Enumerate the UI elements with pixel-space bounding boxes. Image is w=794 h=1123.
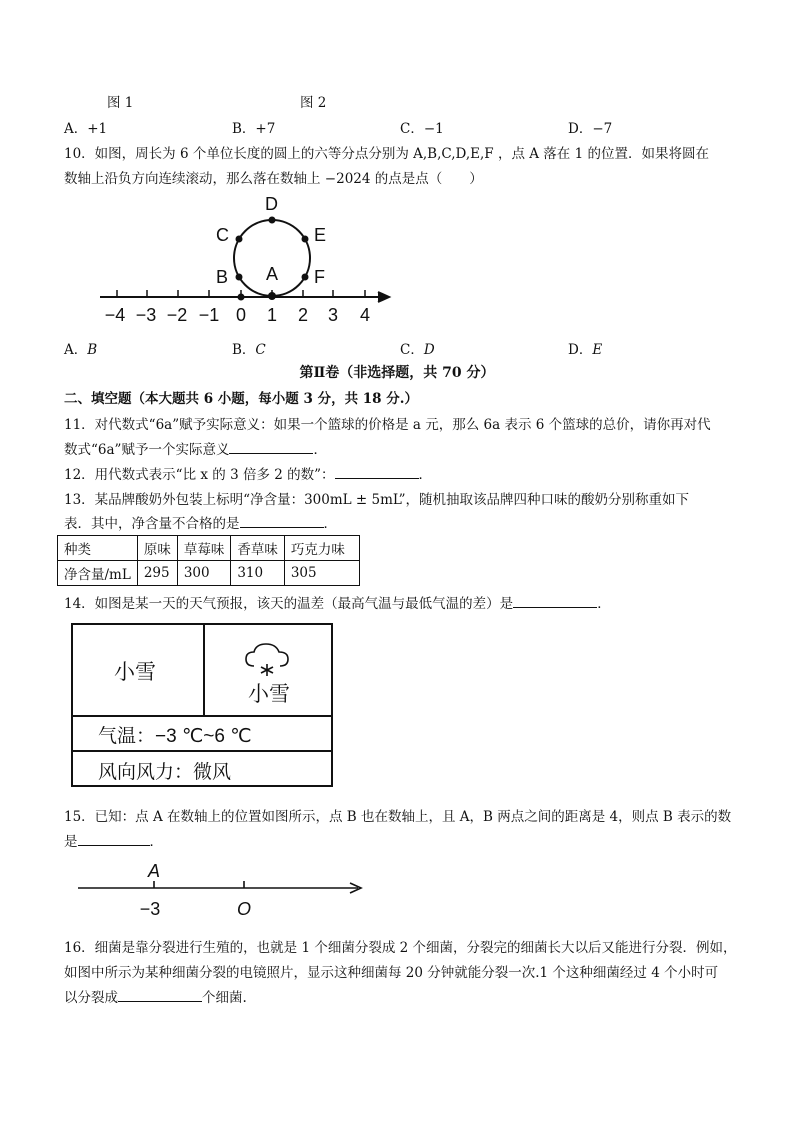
table-row	[58, 561, 360, 586]
table-cell: 310	[231, 561, 285, 586]
tick-label: −2	[166, 305, 188, 325]
q13-text-line2: 表．其中，净含量不合格的是 ．	[64, 512, 337, 532]
table-header-cell: 原味	[137, 536, 177, 561]
q10-text-line2: 数轴上沿负方向连续滚动，那么落在数轴上 −2024 的点是点（ ）	[64, 171, 483, 187]
table-cell: 295	[137, 561, 177, 586]
q10-option-c: C．D	[400, 342, 435, 358]
point-c-dot	[236, 236, 243, 243]
point-a-label: A	[147, 861, 161, 881]
point-b-dot	[236, 274, 243, 281]
q16-text-line1: 16．细菌是靠分裂进行生殖的，也就是 1 个细菌分裂成 2 个细菌，分裂完的细菌长大以后又能进行分裂．例如，	[64, 940, 737, 956]
table-header-cell: 草莓味	[177, 536, 231, 561]
answer-blank[interactable]	[78, 831, 150, 846]
weather-right-label: 小雪	[248, 683, 290, 706]
answer-blank[interactable]	[118, 987, 202, 1002]
point-label-f: F	[314, 267, 325, 287]
q9-option-d: D．−7	[568, 121, 613, 137]
table-header-cell: 巧克力味	[284, 536, 359, 561]
tick-label: −3	[135, 305, 157, 325]
table-cell: 300	[177, 561, 231, 586]
q13-table	[57, 535, 360, 586]
tick-label: 3	[327, 305, 339, 325]
point-label-c: C	[216, 225, 229, 245]
point-a-dot	[268, 292, 276, 300]
q9-option-b: B．+7	[232, 121, 276, 137]
snow-cloud-icon	[246, 644, 288, 676]
point-label-a: A	[266, 264, 279, 284]
tick-label: −1	[198, 305, 220, 325]
q16-text-line3: 以分裂成 个细菌.	[64, 986, 247, 1006]
weather-forecast-figure	[70, 622, 336, 790]
tick-label: 4	[359, 305, 371, 325]
temperature-range: 气温：−3 ℃~6 ℃	[98, 726, 252, 747]
answer-blank[interactable]	[240, 513, 324, 528]
point-label-b: B	[216, 267, 229, 287]
table-header-cell: 香草味	[231, 536, 285, 561]
table-cell: 305	[284, 561, 359, 586]
figure-2-label: 图 2	[300, 95, 327, 111]
q13-text-line1: 13．某品牌酸奶外包装上标明“净含量：300mL ± 5mL”，随机抽取该品牌四种口味的酸奶分别称重如下	[64, 492, 690, 508]
tick-label: 0	[235, 305, 247, 325]
answer-blank[interactable]	[513, 593, 597, 608]
table-cell: 净含量/mL	[58, 561, 138, 586]
q10-option-a: A．B	[64, 342, 98, 358]
origin-label: O	[236, 899, 252, 919]
q14-text: 14．如图是某一天的天气预报，该天的温差（最高气温与最低气温的差）是 ．	[64, 592, 611, 612]
q9-option-c: C．−1	[400, 121, 444, 137]
q15-number-line-figure	[74, 855, 366, 923]
point-f-dot	[302, 274, 309, 281]
q12-text: 12．用代数式表示“比 x 的 3 倍多 2 的数”： ．	[64, 463, 432, 483]
q11-text-line1: 11．对代数式“6a”赋予实际意义：如果一个篮球的价格是 a 元，那么 6a 表示 6 个篮球的总价，请你再对代	[64, 417, 711, 433]
q9-option-a: A．+1	[64, 121, 108, 137]
point-d-dot	[269, 217, 276, 224]
q15-text-line2: 是 ．	[64, 830, 163, 850]
figure-1-label: 图 1	[107, 95, 134, 111]
q10-option-d: D．E	[568, 342, 603, 358]
section-2-heading: 二、填空题（本大题共 6 小题，每小题 3 分，共 18 分.）	[64, 391, 418, 407]
weather-left-label: 小雪	[114, 661, 156, 684]
table-header-row	[58, 536, 360, 561]
table-header-cell: 种类	[58, 536, 138, 561]
wind-info: 风向风力：微风	[98, 762, 232, 783]
tick-label: 2	[297, 305, 309, 325]
point-e-dot	[302, 236, 309, 243]
tick-label: −4	[104, 305, 126, 325]
q10-option-b: B．C	[232, 342, 266, 358]
zero-dot	[238, 294, 245, 301]
q15-text-line1: 15．已知：点 A 在数轴上的位置如图所示，点 B 也在数轴上，且 A，B 两点之间的距离是 4，则点 B 表示的数	[64, 809, 732, 825]
q10-figure	[95, 190, 405, 328]
tick-label: 1	[266, 305, 278, 325]
point-label-e: E	[314, 225, 327, 245]
section-2-title: 第Ⅱ卷（非选择题，共 70 分）	[299, 365, 495, 381]
q10-text-line1: 10．如图，周长为 6 个单位长度的圆上的六等分点分别为 A,B,C,D,E,F ，点 A 落在 1 的位置．如果将圆在	[64, 146, 709, 162]
point-a-value: −3	[139, 899, 161, 919]
answer-blank[interactable]	[335, 464, 419, 479]
q11-text-line2: 数式“6a”赋予一个实际意义 ．	[64, 438, 327, 458]
answer-blank[interactable]	[229, 439, 313, 454]
q16-text-line2: 如图中所示为某种细菌分裂的电镜照片，显示这种细菌每 20 分钟就能分裂一次.1 个这种细菌经过 4 个小时可	[64, 965, 719, 981]
point-label-d: D	[265, 194, 278, 214]
